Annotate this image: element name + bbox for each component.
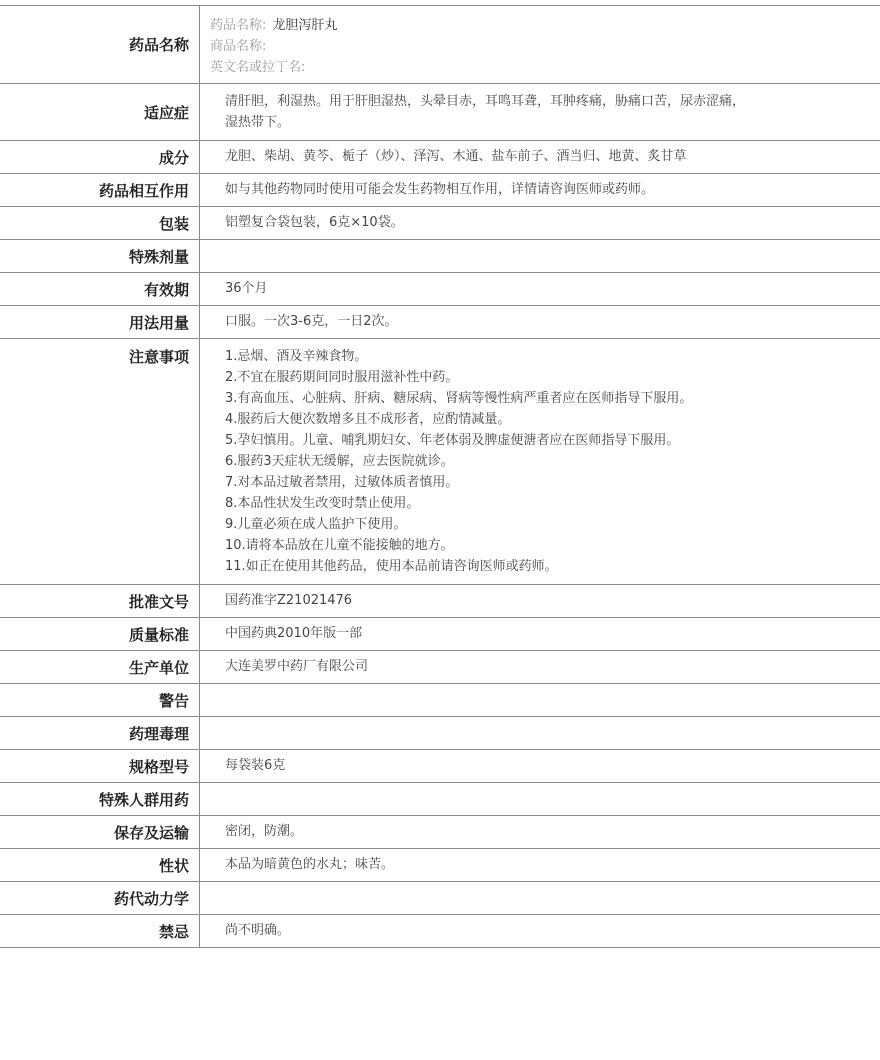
info-row bbox=[0, 882, 880, 915]
row-label: 有效期 bbox=[0, 273, 200, 305]
row-value bbox=[200, 84, 880, 140]
info-row bbox=[0, 684, 880, 717]
row-label: 批准文号 bbox=[0, 585, 200, 617]
row-value bbox=[200, 717, 880, 749]
value-line: 尚不明确。 bbox=[225, 923, 291, 938]
row-label: 用法用量 bbox=[0, 306, 200, 338]
generic-name-value: 龙胆泻肝丸 bbox=[272, 18, 338, 33]
drug-name-block bbox=[200, 6, 880, 83]
row-label: 包装 bbox=[0, 207, 200, 239]
row-label: 生产单位 bbox=[0, 651, 200, 683]
value-line: 11.如正在使用其他药品，使用本品前请咨询医师或药师。 bbox=[225, 559, 558, 574]
generic-name-line bbox=[210, 15, 870, 36]
info-rows bbox=[0, 84, 880, 948]
info-row bbox=[0, 783, 880, 816]
value-line: 清肝胆，利湿热。用于肝胆湿热，头晕目赤，耳鸣耳聋，耳肿疼痛，胁痛口苦，尿赤涩痛， bbox=[225, 94, 746, 109]
info-row bbox=[0, 750, 880, 783]
row-label: 特殊剂量 bbox=[0, 240, 200, 272]
info-row bbox=[0, 717, 880, 750]
row-label: 禁忌 bbox=[0, 915, 200, 947]
value-line: 5.孕妇慎用。儿童、哺乳期妇女、年老体弱及脾虚便溏者应在医师指导下服用。 bbox=[225, 433, 680, 448]
info-row bbox=[0, 84, 880, 141]
value-line: 每袋装6克 bbox=[225, 758, 286, 773]
info-row bbox=[0, 816, 880, 849]
info-row bbox=[0, 849, 880, 882]
value-line: 中国药典2010年版一部 bbox=[225, 626, 363, 641]
info-row bbox=[0, 339, 880, 585]
row-value bbox=[200, 585, 880, 617]
english-name-key: 英文名或拉丁名: bbox=[210, 60, 306, 75]
row-value bbox=[200, 651, 880, 683]
row-label: 特殊人群用药 bbox=[0, 783, 200, 815]
row-value bbox=[200, 207, 880, 239]
row-value bbox=[200, 816, 880, 848]
info-row bbox=[0, 618, 880, 651]
info-row bbox=[0, 240, 880, 273]
info-row bbox=[0, 174, 880, 207]
row-label: 药代动力学 bbox=[0, 882, 200, 914]
value-line: 4.服药后大便次数增多且不成形者，应酌情减量。 bbox=[225, 412, 511, 427]
row-value bbox=[200, 849, 880, 881]
row-value bbox=[200, 306, 880, 338]
value-line: 湿热带下。 bbox=[225, 115, 291, 130]
value-line: 大连美罗中药厂有限公司 bbox=[225, 659, 369, 674]
value-line: 2.不宜在服药期间同时服用滋补性中药。 bbox=[225, 370, 459, 385]
english-name-line bbox=[210, 57, 870, 78]
row-label: 警告 bbox=[0, 684, 200, 716]
row-label: 注意事项 bbox=[0, 339, 200, 584]
value-line: 6.服药3天症状无缓解，应去医院就诊。 bbox=[225, 454, 454, 469]
value-line: 密闭，防潮。 bbox=[225, 824, 304, 839]
value-line: 7.对本品过敏者禁用，过敏体质者慎用。 bbox=[225, 475, 459, 490]
value-line: 本品为暗黄色的水丸；味苦。 bbox=[225, 857, 395, 872]
drug-info-table bbox=[0, 5, 880, 948]
info-row bbox=[0, 141, 880, 174]
row-label: 药理毒理 bbox=[0, 717, 200, 749]
value-line: 9.儿童必须在成人监护下使用。 bbox=[225, 517, 407, 532]
row-label: 药品相互作用 bbox=[0, 174, 200, 206]
row-label: 药品名称 bbox=[0, 6, 200, 83]
info-row bbox=[0, 306, 880, 339]
row-value bbox=[200, 240, 880, 272]
row-value bbox=[200, 783, 880, 815]
row-label: 成分 bbox=[0, 141, 200, 173]
row-value bbox=[200, 882, 880, 914]
row-value bbox=[200, 618, 880, 650]
row-label: 适应症 bbox=[0, 84, 200, 140]
info-row bbox=[0, 651, 880, 684]
drug-name-row bbox=[0, 6, 880, 84]
value-line: 10.请将本品放在儿童不能接触的地方。 bbox=[225, 538, 454, 553]
value-line: 铝塑复合袋包装，6克×10袋。 bbox=[225, 215, 404, 230]
generic-name-key: 药品名称: bbox=[210, 18, 267, 33]
value-line: 龙胆、柴胡、黄芩、栀子（炒）、泽泻、木通、盐车前子、酒当归、地黄、炙甘草 bbox=[225, 149, 687, 164]
value-line: 36个月 bbox=[225, 281, 268, 296]
value-line: 国药准字Z21021476 bbox=[225, 593, 353, 608]
row-value bbox=[200, 141, 880, 173]
value-line: 口服。一次3-6克，一日2次。 bbox=[225, 314, 398, 329]
row-value bbox=[200, 273, 880, 305]
info-row bbox=[0, 585, 880, 618]
row-label: 保存及运输 bbox=[0, 816, 200, 848]
value-line: 如与其他药物同时使用可能会发生药物相互作用，详情请咨询医师或药师。 bbox=[225, 182, 655, 197]
trade-name-key: 商品名称: bbox=[210, 39, 267, 54]
info-row bbox=[0, 915, 880, 948]
row-value bbox=[200, 174, 880, 206]
value-line: 8.本品性状发生改变时禁止使用。 bbox=[225, 496, 420, 511]
row-value bbox=[200, 684, 880, 716]
info-row bbox=[0, 273, 880, 306]
row-label: 规格型号 bbox=[0, 750, 200, 782]
row-value bbox=[200, 915, 880, 947]
row-value bbox=[200, 750, 880, 782]
row-label: 性状 bbox=[0, 849, 200, 881]
info-row bbox=[0, 207, 880, 240]
row-label: 质量标准 bbox=[0, 618, 200, 650]
value-line: 3.有高血压、心脏病、肝病、糖尿病、肾病等慢性病严重者应在医师指导下服用。 bbox=[225, 391, 693, 406]
trade-name-line bbox=[210, 36, 870, 57]
row-value bbox=[200, 339, 880, 584]
value-line: 1.忌烟、酒及辛辣食物。 bbox=[225, 349, 368, 364]
